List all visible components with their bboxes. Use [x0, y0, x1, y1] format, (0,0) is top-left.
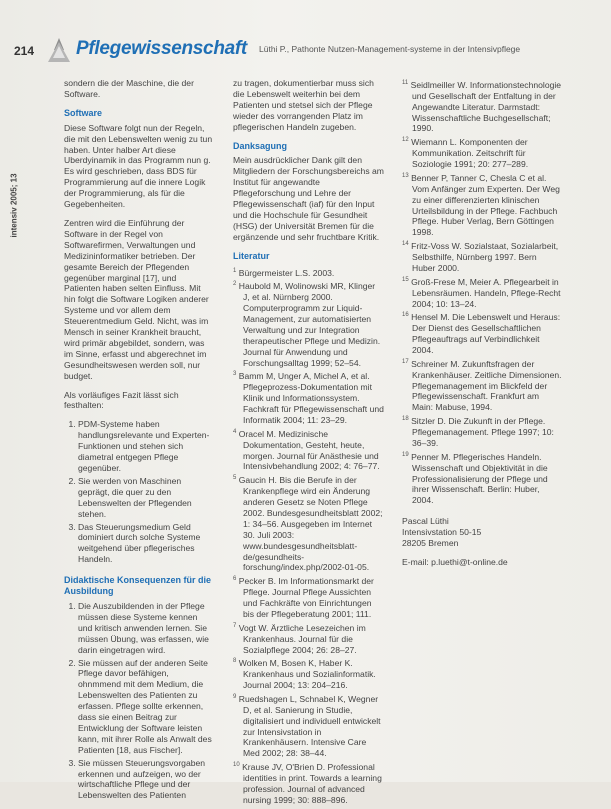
- heading-danksagung: Danksagung: [233, 140, 288, 151]
- author-city: 28205 Bremen: [402, 538, 459, 549]
- column-3: [402, 78, 562, 568]
- reference-item: $^{10}$ Krause JV, O'Brien D. Professional identities in print. Towards a learning profession. Journal of advanced nursing 1999; 30: 888–896.: [233, 762, 382, 805]
- heading-software: Software: [64, 107, 103, 118]
- reference-item: $^{13}$ Benner P, Tanner C, Chesla C et al. Vom Anfänger zum Experten. Der Weg zu einer differenzierten klinischen Urteilsbildung in der Pflege. Fachbuch Pflege. Huber Verlag, Bern Göttingen 1998.: [402, 172, 560, 238]
- list-item: 2. Sie werden von Maschinen geprägt, die quer zu den Lebenswelten der Pflegenden stehen.: [78, 476, 214, 520]
- list-item: 1. Die Auszubildenden in der Pflege müssen diese Systeme kennen und kritisch anwenden lernen. Sie müssen Übung, was erfassen, wie darin eingetragen wird.: [78, 601, 214, 656]
- journal-title: Pflegewissenschaft: [76, 38, 247, 59]
- paragraph: Diese Software folgt nun der Regeln, die mit den Lebenswelten wenig zu tun haben. Unter halber Art diese Uberdyinamik in das Programm nun g. Es wird geschrieben, dass BDS für Programmierung auf die innere Logik der Programmierung, als für die Gegebenheiten.: [64, 122, 213, 210]
- reference-item: $^{17}$ Schreiner M. Zukunftsfragen der Krankenhäuser. Zeitliche Dimensionen. Pflegemanagement im Blickfeld der Pflegewissenschaft. Frankfurt am Main: Mabuse, 1994.: [402, 358, 562, 413]
- reference-item: $^{12}$ Wiemann L. Komponenten der Kommunikation. Zeitschrift für Soziologie 1991; 20: 277–289.: [402, 137, 529, 170]
- heading-literatur: Literatur: [233, 250, 270, 261]
- author-email: E-mail: p.luethi@t-online.de: [402, 556, 508, 567]
- list-item: 1. PDM-Systeme haben handlungsrelevante und Experten-Funktionen und stehen sich diametral entgegen Pflege gegenüber.: [78, 419, 214, 474]
- reference-item: $^7$ Vogt W. Ärztliche Lesezeichen im Krankenhaus. Journal für die Sozialpflege 2004; 26: 28–27.: [233, 622, 366, 655]
- list-item: 2. Sie müssen auf der anderen Seite Pflege davor befähigen, ohnmmend mit dem Medium, die Lebenswelten des Patienten zu erfassen. Pflege sollte erkennen, dass sie einen Beitrag zur Entwicklung der Software leisten kann, mit ihrer Rolle als Anwalt des Patienten [18, aus Fischer].: [78, 658, 214, 756]
- reference-item: $^{16}$ Hensel M. Die Lebenswelt und Heraus: Der Dienst des Gesellschaftlichen Pflegeauftrags auf Verbindlichkeit 2004.: [402, 312, 561, 355]
- didaktik-list: [64, 601, 214, 801]
- page-number: 214: [14, 44, 35, 58]
- reference-item: $^5$ Gaucin H. Bis die Berufe in der Krankenpflege wird ein Änderung anderen Gesetz se Noten Pflege 2002. Bundesgesundheitsblatt 2002; 1: 34–56. Ausgegeben im Internet 30. Juli 2003: www.bundesgesundheitsblatt-de/gesundheits-forschung/index.php/2002-01-05.: [233, 475, 383, 573]
- heading-didaktik: Didaktische Konsequenzen für die Ausbildung: [64, 575, 212, 597]
- list-item: 3. Das Steuerungsmedium Geld dominiert durch solche Systeme weitgehend über pflegerisches Handeln.: [78, 522, 214, 566]
- reference-item: $^{15}$ Groß-Frese M, Meier A. Pflegearbeit in Lebensräumen. Handeln, Pflege-Recht 2004; 10: 13–24.: [402, 276, 561, 309]
- paragraph: zu tragen, dokumentierbar muss sich die Lebenswelt weiterhin bei dem Patienten und stetsel sich der Pflege wieder des vorrangenden Platz im pflegerischen Handeln zugeben.: [233, 78, 374, 132]
- reference-item: $^6$ Pecker B. Im Informationsmarkt der Pflege. Journal Pflege Aussichten und Fachkräfte von Einrichtungen bis der Pflegeberatung 2001; 111.: [233, 576, 374, 619]
- reference-item: $^{11}$ Seidlmeiller W. Informationstechnologie und Gesellschaft der Entfaltung in der Angewandte Literatur. Darmstadt: Wissenschaftliche Buchgesellschaft; 1990.: [402, 79, 562, 134]
- column-1: [64, 78, 214, 809]
- reference-item: $^9$ Ruedshagen L, Schnabel K, Wegner D, et al. Sanierung in Studie, digitalisiert und individuell entwickelt zur Intensivstation in Krankenhäusern. Intensive Care Med 2002; 28: 38–44.: [233, 693, 381, 759]
- column-2: [233, 78, 384, 807]
- reference-item: $^8$ Wolken M, Bosen K, Haber K. Krankenhaus und Sozialinformatik. Journal 2004; 13: 204–216.: [233, 658, 376, 691]
- author-block: [402, 516, 562, 568]
- reference-item: $^{14}$ Fritz-Voss W. Sozialstaat, Sozialarbeit, Selbsthilfe, Nürnberg 1997. Bern Huber 2000.: [402, 241, 559, 273]
- side-label-text: intensiv 2005; 13: [9, 173, 19, 238]
- paragraph: Als vorläufiges Fazit lässt sich festhalten:: [64, 389, 179, 411]
- reference-list: [402, 78, 562, 506]
- fazit-list: [64, 419, 214, 565]
- reference-item: $^2$ Haubold M, Wolinowski MR, Klinger J, et al. Nürnberg 2000. Computerprogramm zur Liquid-Management, zur automatisierten Verwaltung und zur Integration therapeutischer Pflege und Medizin. Journal für Anwendung und Forschungsalltag 1999; 52–54.: [233, 281, 381, 368]
- reference-item: $^{19}$ Penner M. Pflegerisches Handeln. Wissenschaft und Objektivität in die Professionalisierung der Pflege und ihrer Wissenschaft. Berlin: Huber, 2004.: [402, 451, 548, 506]
- author-affiliation: Intensivstation 50-15: [402, 527, 482, 538]
- intro-paragraph: sondern die der Maschine, die der Software.: [64, 78, 194, 99]
- author-name: Pascal Lüthi: [402, 516, 449, 527]
- side-label: [7, 150, 19, 240]
- page-header: [14, 36, 599, 64]
- list-item: 3. Sie müssen Steuerungsvorgaben erkennen und aufzeigen, wo der wirtschaftliche Pflege und der Lebenswelten des Patienten: [78, 758, 214, 802]
- reference-list: [233, 266, 384, 806]
- running-title: Lüthi P., Pathonte Nutzen-Management-systeme in der Intensivpflege: [259, 44, 521, 54]
- reference-item: $^3$ Bamm M, Unger A, Michel A, et al. Pflegeprozess-Dokumentation mit Klinik und Informationssystem. Fachkraft für Pflegewissenschaft und Informatik 2004; 11: 23–29.: [233, 371, 384, 425]
- paragraph: Zentren wird die Einführung der Software in der Regel von Softwarefirmen, Verwaltungen und Medizininformatiker betrieben. Der gesamte Bereich der Pflegenden gegenüber marginal [17], und Patienten haben selten Einfluss. Mit hin folgt die Software Logiken anderer Systeme und vor allem dem Steuerentmedium Geld. Nicht, was im Mensch in seiner Krankheit braucht, wird primär abgebildet, sondern, was im Sinne, erfasst und abgerechnet im Gesundheitswesen werden soll, nur budget.: [64, 217, 209, 381]
- reference-item: $^4$ Oracel M. Medizinische Dokumentation, Gesteht, heute, morgen. Journal für Anästhesie und Intensivbehandlung 2002; 4: 76–77.: [233, 428, 380, 472]
- reference-item: $^{18}$ Sitzler D. Die Zukunft in der Pflege. Pflegemanagement. Pflege 1997; 10: 36–39.: [402, 416, 554, 448]
- reference-item: $^1$ Bürgermeister L.S. 2003.: [233, 267, 335, 278]
- journal-logo-icon: [44, 36, 74, 64]
- acknowledgement-paragraph: Mein ausdrücklicher Dank gilt den Mitgliedern der Forschungsbereichs am Institut für angewandte Pflegeforschung und Lehre der Pflegewissenschaft (iaf) für den Input und die Hochschule für Gesundheit (HSG) der Universität Bremen für die ergänzende und sehr fruchtbare Kritik.: [233, 155, 384, 242]
